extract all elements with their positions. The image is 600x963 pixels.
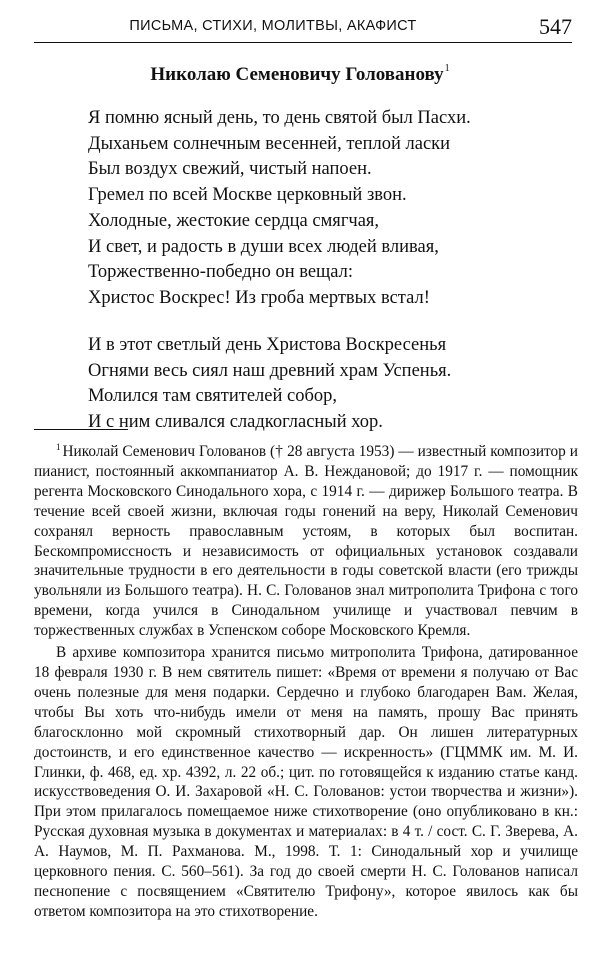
footnote-paragraph-2: В архиве композитора хранится письмо митрополита Трифона, датированное 18 февраля 1930 г. В нем святитель пишет: «Время от времени я получаю от Вас очень полезные для меня подарки. Сердечно и глубоко благодарен Вам. Желая, чтобы Вы хоть что-нибудь имели от меня на память, прошу Вас принять благосклонно мой скромный стихотворный дар. Он лишен литературных достоинств, и его единственное качество — искренность» (ГЦММК им. М. И. Глинки, ф. 468, ед. хр. 4392, л. 22 об.; цит. по готовящейся к изданию статье канд. искусствоведения О. И. Захаровой «Н. С. Голованов: устои творчества и жизни»). При этом прилагалось помещаемое ниже стихотворение (оно опубликовано в кн.: Русская духовная музыка в документах и материалах: в 4 т. / сост. С. Г. Зверева, А. А. Наумов, М. П. Рахманова. М., 1998. Т. 1: Синодальный хор и училище церковного пения. С. 560–561). За год до своей смерти Н. С. Голованов написал песнопение с посвящением «Святителю Трифону», которое явилось как бы ответом композитора на это стихотворение. [34, 644, 578, 920]
footnotes [34, 438, 578, 922]
poem-line: Христос Воскрес! Из гроба мертвых встал! [88, 288, 430, 309]
poem-stanza-1 [88, 106, 580, 209]
poem-line: Молился там святителей собор, [88, 386, 338, 407]
poem-stanza-2 [88, 209, 580, 312]
page-number: 547 [539, 14, 572, 39]
poem-line: Был воздух свежий, чистый напоен. [88, 159, 372, 180]
footnote-text-1: Николай Семенович Голованов († 28 августа 1953) — известный композитор и пианист, постоянный аккомпаниатор А. В. Неждановой; до 1917 г. — помощник регента Московского Синодального хора, с 1914 г. — дирижер Большого театра. В течение всей своей жизни, включая годы гонений на веру, Николай Семенович сохранял верность православным устоям, в которых был воспитан. Бескомпромиссность и независимость от официальных установок создавали значительные трудности в его деятельности в годы советской власти (его трижды увольняли из Большого театра). Н. С. Голованов знал митрополита Трифона с того времени, когда учился в Синодальном училище и участвовал певчим в торжественных службах в Успенском соборе Московского Кремля. [34, 443, 578, 640]
poem-line: Холодные, жестокие сердца смягчая, [88, 211, 380, 231]
poem-line: И в этот светлый день Христова Воскресенья [88, 335, 447, 355]
poem-line: Огнями весь сиял наш древний храм Успенья. [88, 360, 452, 381]
footnote-paragraph-1 [34, 438, 578, 641]
poem-title [0, 63, 600, 86]
poem-line: Я помню ясный день, то день святой был Пасхи. [88, 108, 471, 128]
poem-stanza-3 [88, 333, 580, 436]
poem-line: Гремел по всей Москве церковный звон. [88, 185, 407, 206]
poem-line: Дыханьем солнечным весенней, теплой ласки [88, 133, 451, 154]
poem-title-footnote-mark: 1 [444, 63, 450, 74]
poem-line: И с ним сливался сладкогласный хор. [88, 412, 383, 433]
poem-title-text: Николаю Семеновичу Голованову [150, 64, 444, 85]
running-head-title: ПИСЬМА, СТИХИ, МОЛИТВЫ, АКАФИСТ [129, 18, 417, 34]
poem-line: И свет, и радость в души всех людей вливая, [88, 236, 439, 257]
running-head [34, 14, 572, 43]
footnote-divider [34, 429, 128, 430]
footnote-mark: 1 [56, 442, 61, 452]
poem-line: Торжественно-победно он вещал: [88, 262, 354, 283]
